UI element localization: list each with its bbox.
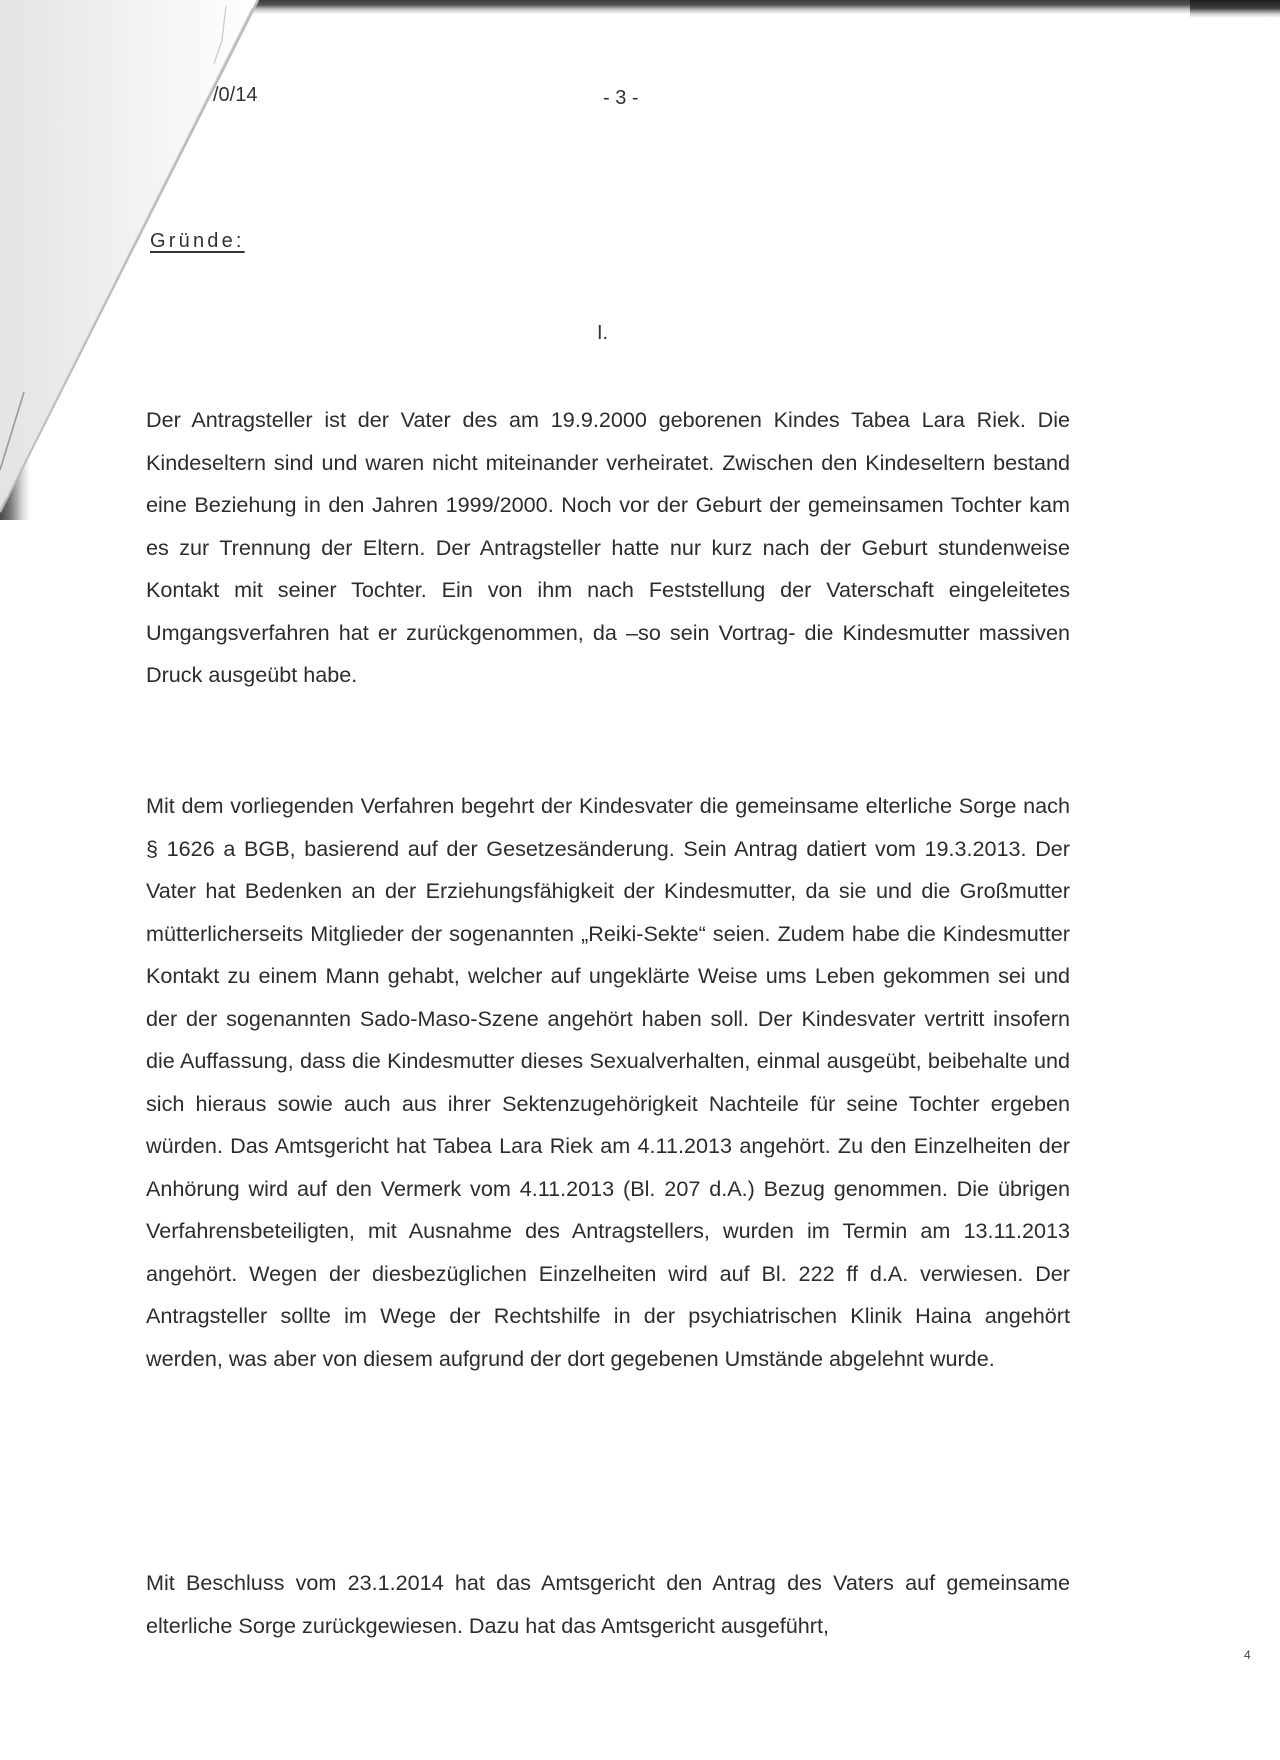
case-reference: /0/14 [213,84,258,106]
scan-edge-top [230,0,1280,14]
paragraph: Mit dem vorliegenden Verfahren begehrt der Kindesvater die gemeinsame elterliche Sorge nach § 1626 a BGB, basierend auf der Gesetzesänderung. Sein Antrag datiert vom 19.3.2013. Der Vater hat Bedenken an der Erziehungsfähigkeit der Kindesmutter, da sie und die Großmutter mütterlicherseits Mitglieder der sogenannten „Reiki-Sekte“ seien. Zudem habe die Kindesmutter Kontakt zu einem Mann gehabt, welcher auf ungeklärte Weise ums Leben gekommen sei und der der sogenannten Sado-Maso-Szene angehört haben soll. Der Kindesvater vertritt insofern die Auffassung, dass die Kindesmutter dieses Sexualverhalten, einmal ausgeübt, beibehalte und sich hieraus sowie auch aus ihrer Sektenzugehörigkeit Nachteile für seine Tochter ergeben würden. Das Amtsgericht hat Tabea Lara Riek am 4.11.2013 angehört. Zu den Einzelheiten der Anhörung wird auf den Vermerk vom 4.11.2013 (Bl. 207 d.A.) Bezug genommen. Die übrigen Verfahrensbeteiligten, mit Ausnahme des Antragstellers, wurden im Termin am 13.11.2013 angehört. Wegen der diesbezüglichen Einzelheiten wird auf Bl. 222 ff d.A. verwiesen. Der Antragsteller sollte im Wege der Rechtshilfe in der psychiatrischen Klinik Haina angehört werden, was aber von diesem aufgrund der dort gegebenen Umstände abgelehnt wurde. [146,793,1070,1371]
margin-note: 4 [1244,1648,1251,1662]
scan-edge-top-right [1190,0,1280,18]
paragraph: Der Antragsteller ist der Vater des am 19.9.2000 geborenen Kindes Tabea Lara Riek. Die Kindeseltern sind und waren nicht miteinander verheiratet. Zwischen den Kindeseltern bestand eine Beziehung in den Jahren 1999/2000. Noch vor der Geburt der gemeinsamen Tochter kam es zur Trennung der Eltern. Der Antragsteller hatte nur kurz nach der Geburt stundenweise Kontakt mit seiner Tochter. Ein von ihm nach Feststellung der Vaterschaft eingeleitetes Umgangsverfahren hat er zurückgenommen, da –so sein Vortrag- die Kindesmutter massiven Druck ausgeübt habe. [146,407,1070,687]
section-numeral: I. [597,322,609,344]
paragraph: Mit Beschluss vom 23.1.2014 hat das Amtsgericht den Antrag des Vaters auf gemeinsame elterliche Sorge zurückgewiesen. Dazu hat das Amtsgericht ausgeführt, [146,1570,1070,1638]
section-heading: Gründe: [150,230,245,252]
page-number: - 3 - [603,87,639,109]
